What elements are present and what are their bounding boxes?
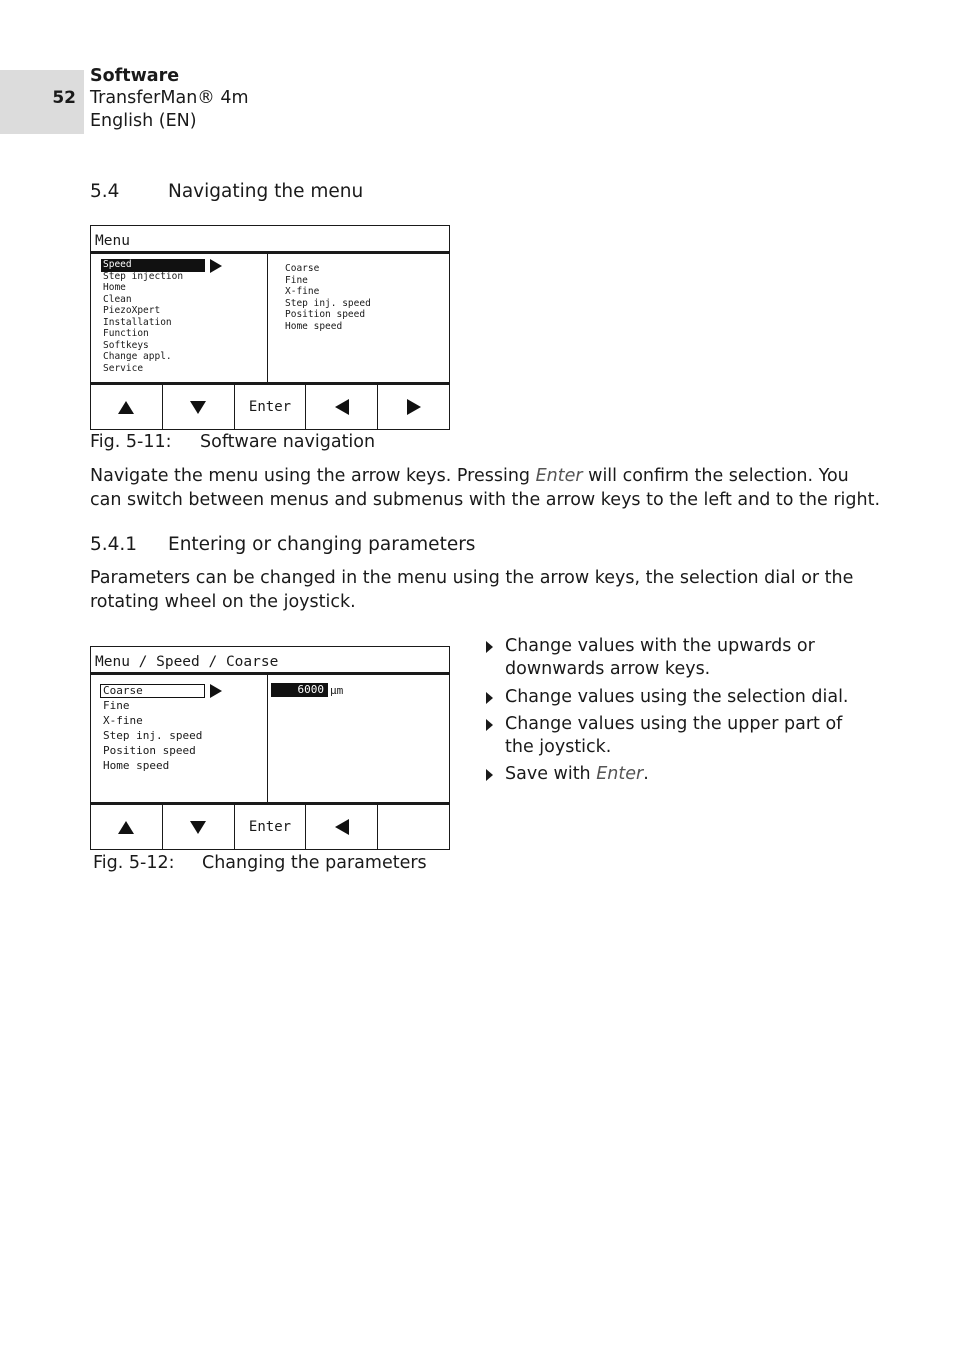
key-down[interactable] <box>163 385 235 429</box>
page-number: 52 <box>52 88 76 108</box>
submenu-item[interactable]: Home speed <box>285 320 343 332</box>
header-section: Software <box>90 66 180 86</box>
lcd-title: Menu / Speed / Coarse <box>91 647 449 675</box>
parameter-item[interactable]: Position speed <box>103 744 196 757</box>
bullet-item <box>486 713 866 759</box>
submenu-item[interactable]: Position speed <box>285 309 366 320</box>
bullet-arrow-icon <box>486 769 493 781</box>
arrow-down-icon <box>190 401 206 414</box>
menu-item[interactable]: PiezoXpert <box>103 305 161 316</box>
key-enter[interactable]: Enter <box>235 385 307 429</box>
lcd-submenu-list <box>267 254 449 384</box>
key-left[interactable] <box>306 385 378 429</box>
lcd-title: Menu <box>91 226 449 254</box>
lcd-changing-parameters <box>90 646 450 850</box>
arrow-up-icon <box>118 821 134 834</box>
figure-caption-text: Changing the parameters <box>202 853 427 873</box>
bullet-text <box>505 763 866 786</box>
lcd-value-panel <box>267 675 449 805</box>
parameter-item[interactable]: Home speed <box>103 759 170 772</box>
parameter-item[interactable]: Fine <box>103 699 130 712</box>
bullet-item <box>486 686 866 709</box>
section-number: 5.4 <box>90 181 120 202</box>
parameter-item[interactable]: X-fine <box>103 714 143 727</box>
figure-caption-label: Fig. 5-12: <box>93 853 175 873</box>
bullet-arrow-icon <box>486 719 493 731</box>
bullet-text: Change values using the selection dial. <box>505 687 849 707</box>
menu-item[interactable]: Change appl. <box>103 351 172 362</box>
parameter-item[interactable]: Step inj. speed <box>103 729 203 742</box>
paragraph-text: Navigate the menu using the arrow keys. Pressing <box>90 466 536 486</box>
figure-caption-text: Software navigation <box>200 432 376 452</box>
menu-item[interactable]: Function <box>103 328 149 339</box>
menu-item[interactable]: Step injection <box>103 270 184 282</box>
key-up[interactable] <box>91 385 163 429</box>
lcd-parameter-list <box>91 675 268 805</box>
figure-caption-label: Fig. 5-11: <box>90 432 172 452</box>
bullet-item <box>486 635 866 681</box>
arrow-left-icon <box>335 819 349 835</box>
key-left[interactable] <box>306 805 378 849</box>
arrow-right-icon <box>210 684 222 698</box>
menu-item[interactable]: Service <box>103 362 144 374</box>
bullet-arrow-icon <box>486 641 493 653</box>
header-product: TransferMan® 4m <box>90 88 249 108</box>
arrow-up-icon <box>118 401 134 414</box>
arrow-down-icon <box>190 821 206 834</box>
submenu-item[interactable]: X-fine <box>285 286 320 297</box>
parameter-value[interactable]: 6000 <box>271 683 328 697</box>
lcd-software-navigation <box>90 225 450 430</box>
bullet-text-suffix: . <box>643 764 649 784</box>
arrow-right-icon <box>407 399 421 415</box>
paragraph-text: will confirm the selection. You can switch between menus and submenus with the arrow keys to the left and to the right. <box>90 466 881 510</box>
section-title: Navigating the menu <box>168 181 364 202</box>
lcd-softkeys <box>91 802 449 849</box>
key-empty[interactable] <box>378 805 449 849</box>
subsection-number: 5.4.1 <box>90 534 138 555</box>
arrow-right-icon <box>210 259 222 273</box>
key-right[interactable] <box>378 385 449 429</box>
bullet-arrow-icon <box>486 692 493 704</box>
enter-keyword: Enter <box>596 764 644 784</box>
menu-item[interactable]: Installation <box>103 316 172 328</box>
key-down[interactable] <box>163 805 235 849</box>
bullet-text-prefix: Save with <box>505 764 597 784</box>
menu-item[interactable]: Home <box>103 282 126 293</box>
menu-item[interactable]: Clean <box>103 293 132 305</box>
key-up[interactable] <box>91 805 163 849</box>
bullet-text: Change values with the upwards or downwards arrow keys. <box>505 636 815 679</box>
parameter-item[interactable]: Coarse <box>103 684 143 697</box>
lcd-menu-list <box>91 254 268 384</box>
submenu-item[interactable]: Fine <box>285 274 308 286</box>
bullet-item <box>486 763 866 786</box>
submenu-item[interactable]: Step inj. speed <box>285 297 371 309</box>
paragraph-navigate <box>90 465 880 512</box>
key-enter[interactable]: Enter <box>235 805 307 849</box>
bullet-text: Change values using the upper part of the joystick. <box>505 714 843 757</box>
parameter-unit: µm <box>330 684 344 697</box>
header-language: English (EN) <box>90 111 197 131</box>
arrow-left-icon <box>335 399 349 415</box>
paragraph-parameters: Parameters can be changed in the menu using the arrow keys, the selection dial or the rotating wheel on the joystick. <box>90 568 854 612</box>
enter-keyword: Enter <box>535 466 583 486</box>
lcd-softkeys <box>91 382 449 429</box>
menu-item[interactable]: Speed <box>103 259 132 270</box>
subsection-title: Entering or changing parameters <box>168 534 476 555</box>
menu-item[interactable]: Softkeys <box>103 339 149 351</box>
submenu-item[interactable]: Coarse <box>285 263 320 274</box>
